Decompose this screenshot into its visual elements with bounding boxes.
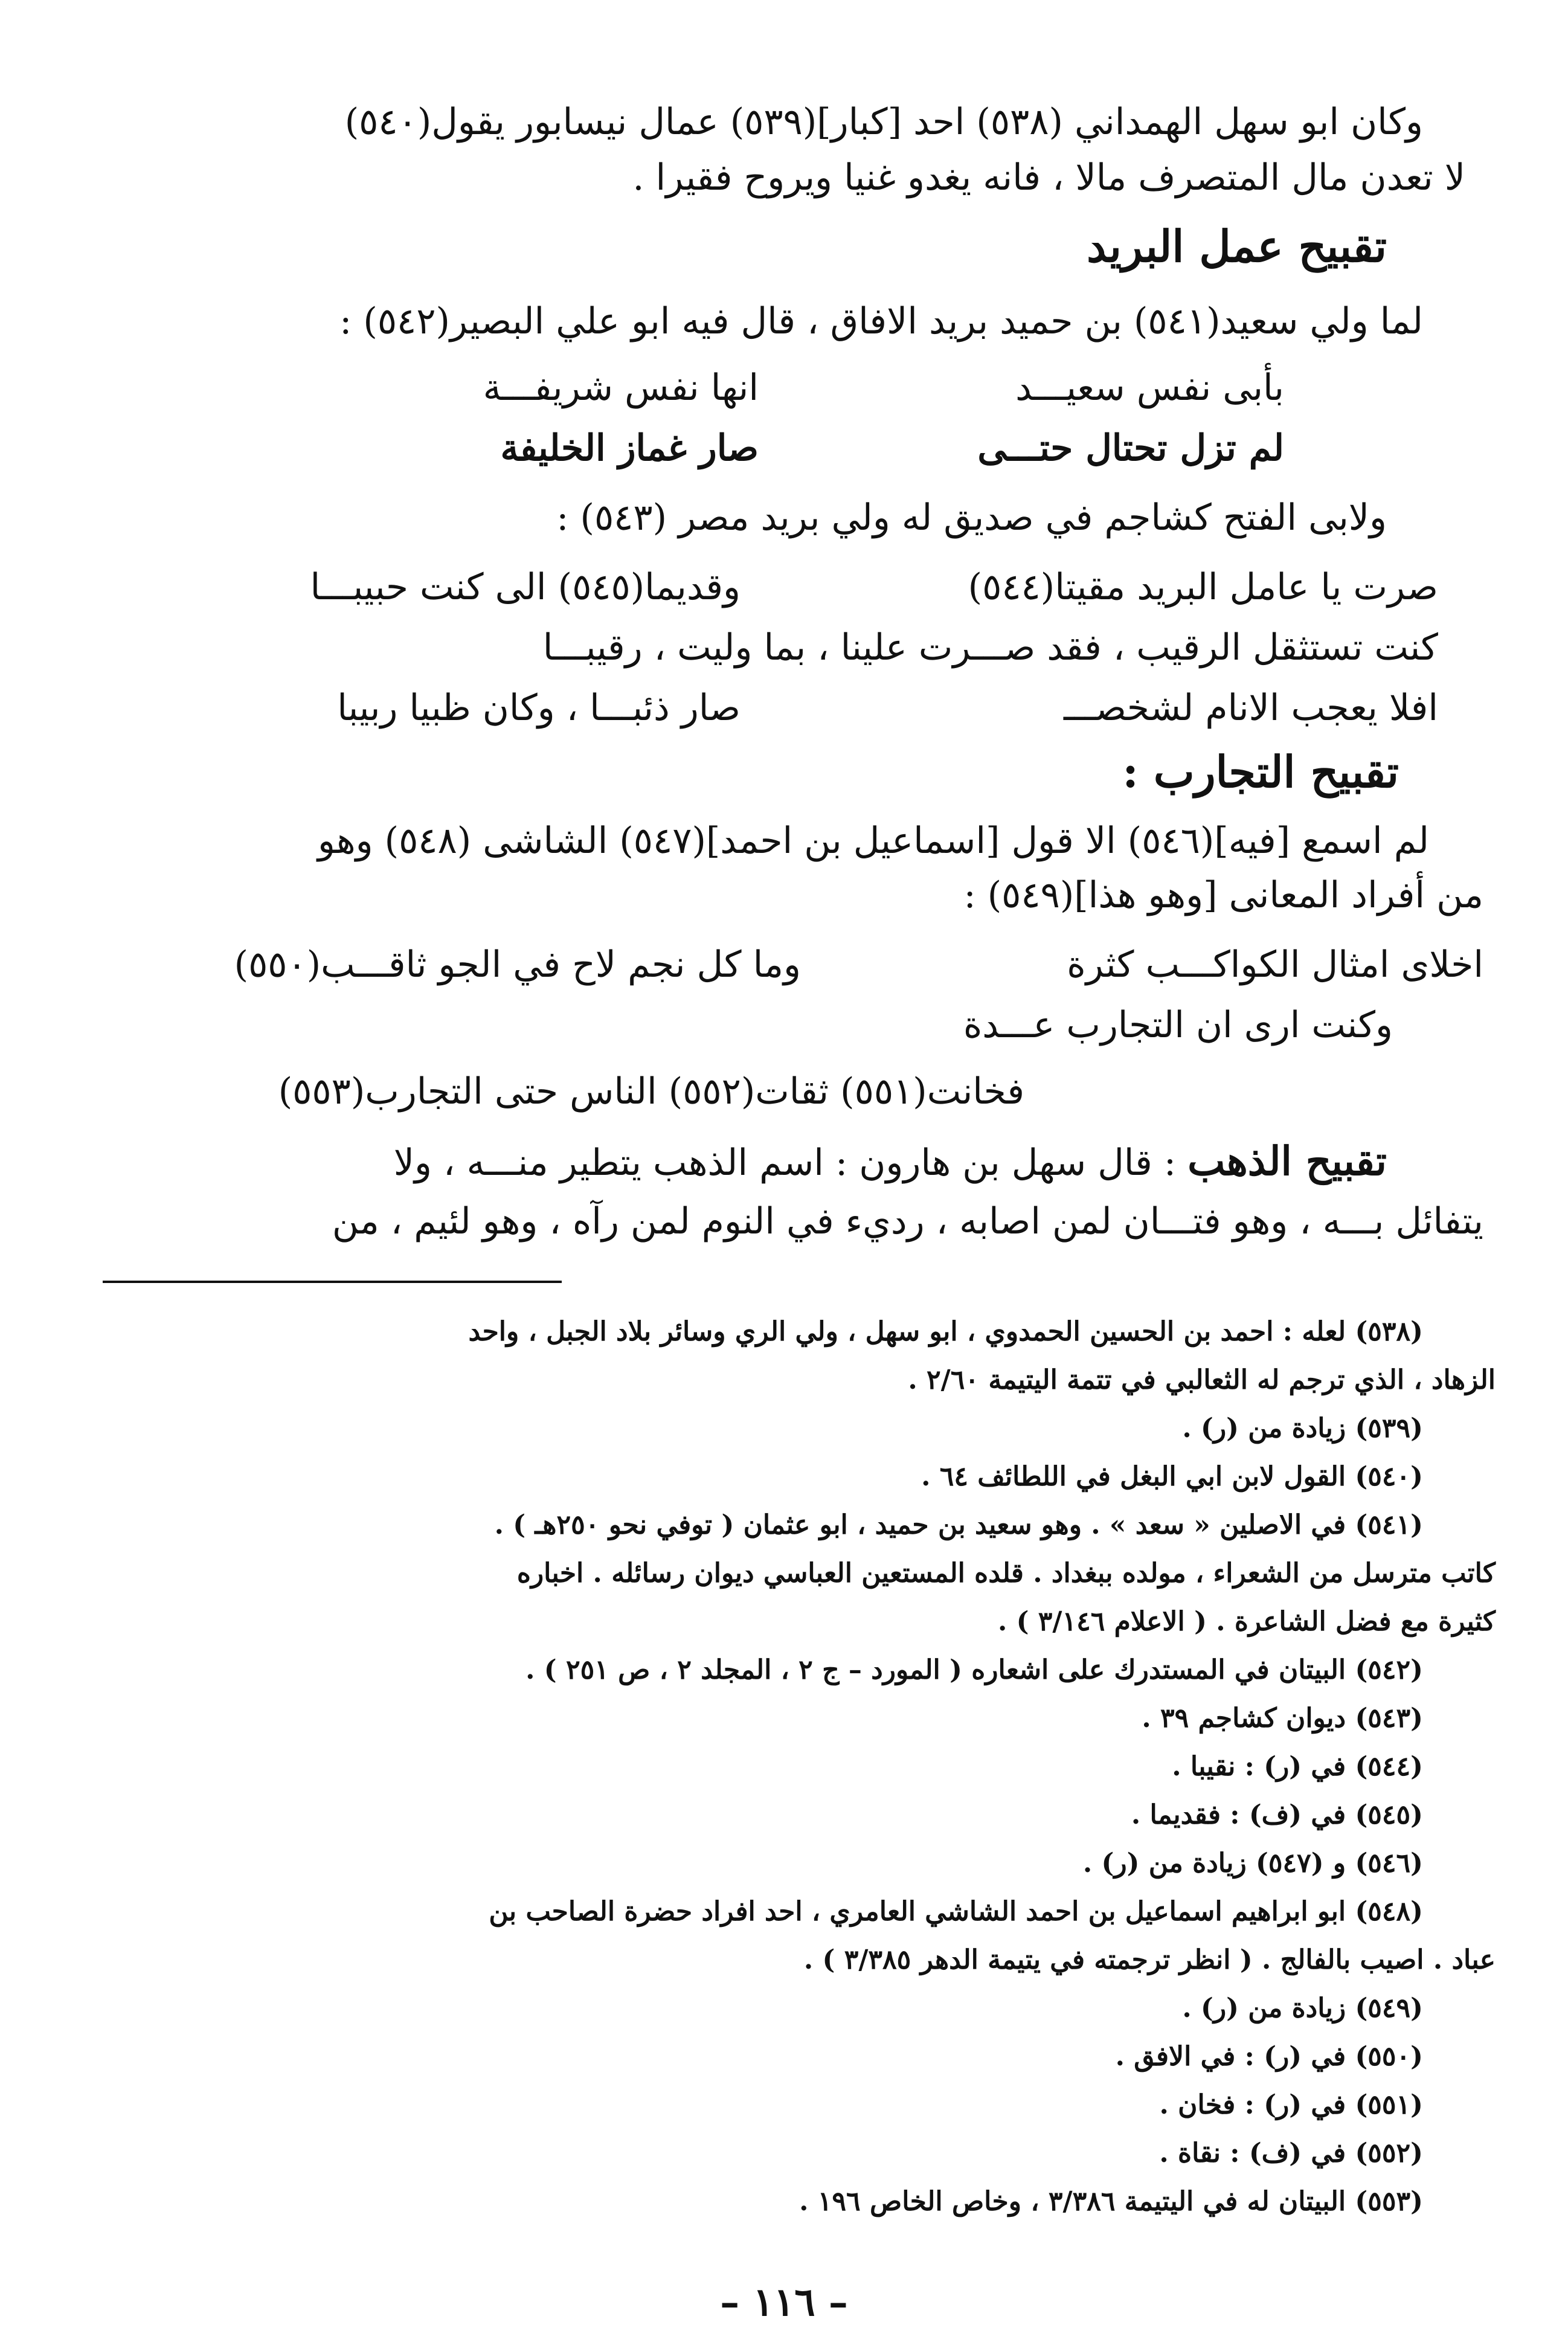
footnote: كثيرة مع فضل الشاعرة . ( الاعلام ٣/١٤٦ ) . [997, 1606, 1496, 1637]
footnote: (٥٤٤) في (ر) : نقيبا . [1172, 1751, 1423, 1782]
footnote-separator [103, 1281, 562, 1283]
footnote: (٥٣٨) لعله : احمد بن الحسين الحمدوي ، ابو سهل ، ولي الري وسائر بلاد الجبل ، واحد [468, 1316, 1423, 1347]
verse-hemistich-right: اخلاى امثال الكواكـــب كثرة [1067, 944, 1483, 986]
footnote: (٥٣٩) زيادة من (ر) . [1182, 1413, 1423, 1444]
footnote: (٥٥٢) في (ف) : نقاة . [1159, 2138, 1423, 2169]
verse-hemistich-left: صار ذئبـــا ، وكان ظبيا ربيبا [337, 687, 741, 729]
body-line: وكان ابو سهل الهمداني (٥٣٨) احد [كبار](٥٣٩) عمال نيسابور يقول(٥٤٠) [344, 101, 1423, 143]
verse-hemistich-left: انها نفس شريفـــة [483, 367, 759, 409]
body-line: لما ولي سعيد(٥٤١) بن حميد بريد الافاق ، قال فيه ابو علي البصير(٥٤٢) : [339, 300, 1423, 343]
verse-line: كنت تستثقل الرقيب ، فقد صـــرت علينا ، بما وليت ، رقيبـــا [542, 626, 1438, 669]
section-heading: تقبيح التجارب : [1122, 746, 1399, 797]
page-number: – ١١٦ – [720, 2280, 848, 2325]
verse-hemistich-left: وقديما(٥٤٥) الى كنت حبيبـــا [310, 566, 741, 608]
footnote: (٥٤٩) زيادة من (ر) . [1182, 1993, 1423, 2024]
footnote: (٥٥١) في (ر) : فخان . [1159, 2089, 1423, 2120]
body-line: يتفائل بـــه ، وهو فتـــان لمن اصابه ، رديء في النوم لمن رآه ، وهو لئيم ، من [332, 1200, 1483, 1243]
footnote: (٥٤٠) القول لابن ابي البغل في اللطائف ٦٤ . [921, 1461, 1423, 1492]
footnote: (٥٥٣) البيتان له في اليتيمة ٣/٣٨٦ ، وخاص الخاص ١٩٦ . [799, 2186, 1423, 2217]
verse-hemistich-right: لم تزل تحتال حتـــى [977, 427, 1284, 469]
verse-hemistich-right: بأبى نفس سعيـــد [1015, 367, 1284, 409]
footnote: (٥٤٥) في (ف) : فقديما . [1131, 1799, 1423, 1830]
footnote: (٥٥٠) في (ر) : في الافق . [1115, 2041, 1423, 2072]
verse-hemistich-right: وكنت ارى ان التجارب عـــدة [963, 1004, 1393, 1046]
body-line [394, 1136, 1387, 1188]
footnote: الزهاد ، الذي ترجم له الثعالبي في تتمة اليتيمة ٢/٦٠ . [908, 1365, 1496, 1395]
body-text: : قال سهل بن هارون : اسم الذهب يتطير منـــه ، ولا [393, 1142, 1177, 1184]
verse-hemistich-left: وما كل نجم لاح في الجو ثاقـــب(٥٥٠) [234, 944, 801, 986]
footnote: كاتب مترسل من الشعراء ، مولده ببغداد . قلده المستعين العباسي ديوان رسائله . اخباره [516, 1558, 1496, 1589]
footnote: عباد . اصيب بالفالج . ( انظر ترجمته في يتيمة الدهر ٣/٣٨٥ ) . [803, 1944, 1496, 1975]
section-heading: تقبيح الذهب [1187, 1137, 1387, 1185]
footnote: (٥٤٣) ديوان كشاجم ٣٩ . [1142, 1703, 1423, 1734]
footnote: (٥٤٨) ابو ابراهيم اسماعيل بن احمد الشاشي العامري ، احد افراد حضرة الصاحب بن [489, 1896, 1423, 1927]
section-heading: تقبيح عمل البريد [1087, 220, 1387, 272]
body-line: ولابى الفتح كشاجم في صديق له ولي بريد مصر (٥٤٣) : [556, 497, 1387, 539]
footnote: (٥٤٦) و (٥٤٧) زيادة من (ر) . [1082, 1848, 1423, 1879]
body-line: لا تعدن مال المتصرف مالا ، فانه يغدو غنيا ويروح فقيرا . [632, 156, 1465, 199]
body-line: لم اسمع [فيه](٥٤٦) الا قول [اسماعيل بن احمد](٥٤٧) الشاشى (٥٤٨) وهو [317, 820, 1429, 862]
verse-line: فخانت(٥٥١) ثقات(٥٥٢) الناس حتى التجارب(٥٥٣) [278, 1070, 1024, 1113]
footnote: (٥٤١) في الاصلين « سعد » . وهو سعيد بن حميد ، ابو عثمان ( توفي نحو ٢٥٠هـ ) . [494, 1510, 1423, 1540]
body-line: من أفراد المعانى [وهو هذا](٥٤٩) : [963, 874, 1483, 916]
verse-hemistich-right: صرت يا عامل البريد مقيتا(٥٤٤) [968, 566, 1438, 608]
footnote: (٥٤٢) البيتان في المستدرك على اشعاره ( المورد – ج ٢ ، المجلد ٢ ، ص ٢٥١ ) . [525, 1655, 1423, 1685]
verse-hemistich-right: افلا يعجب الانام لشخصـــ [1064, 687, 1438, 729]
verse-hemistich-left: صار غماز الخليفة [500, 427, 759, 469]
